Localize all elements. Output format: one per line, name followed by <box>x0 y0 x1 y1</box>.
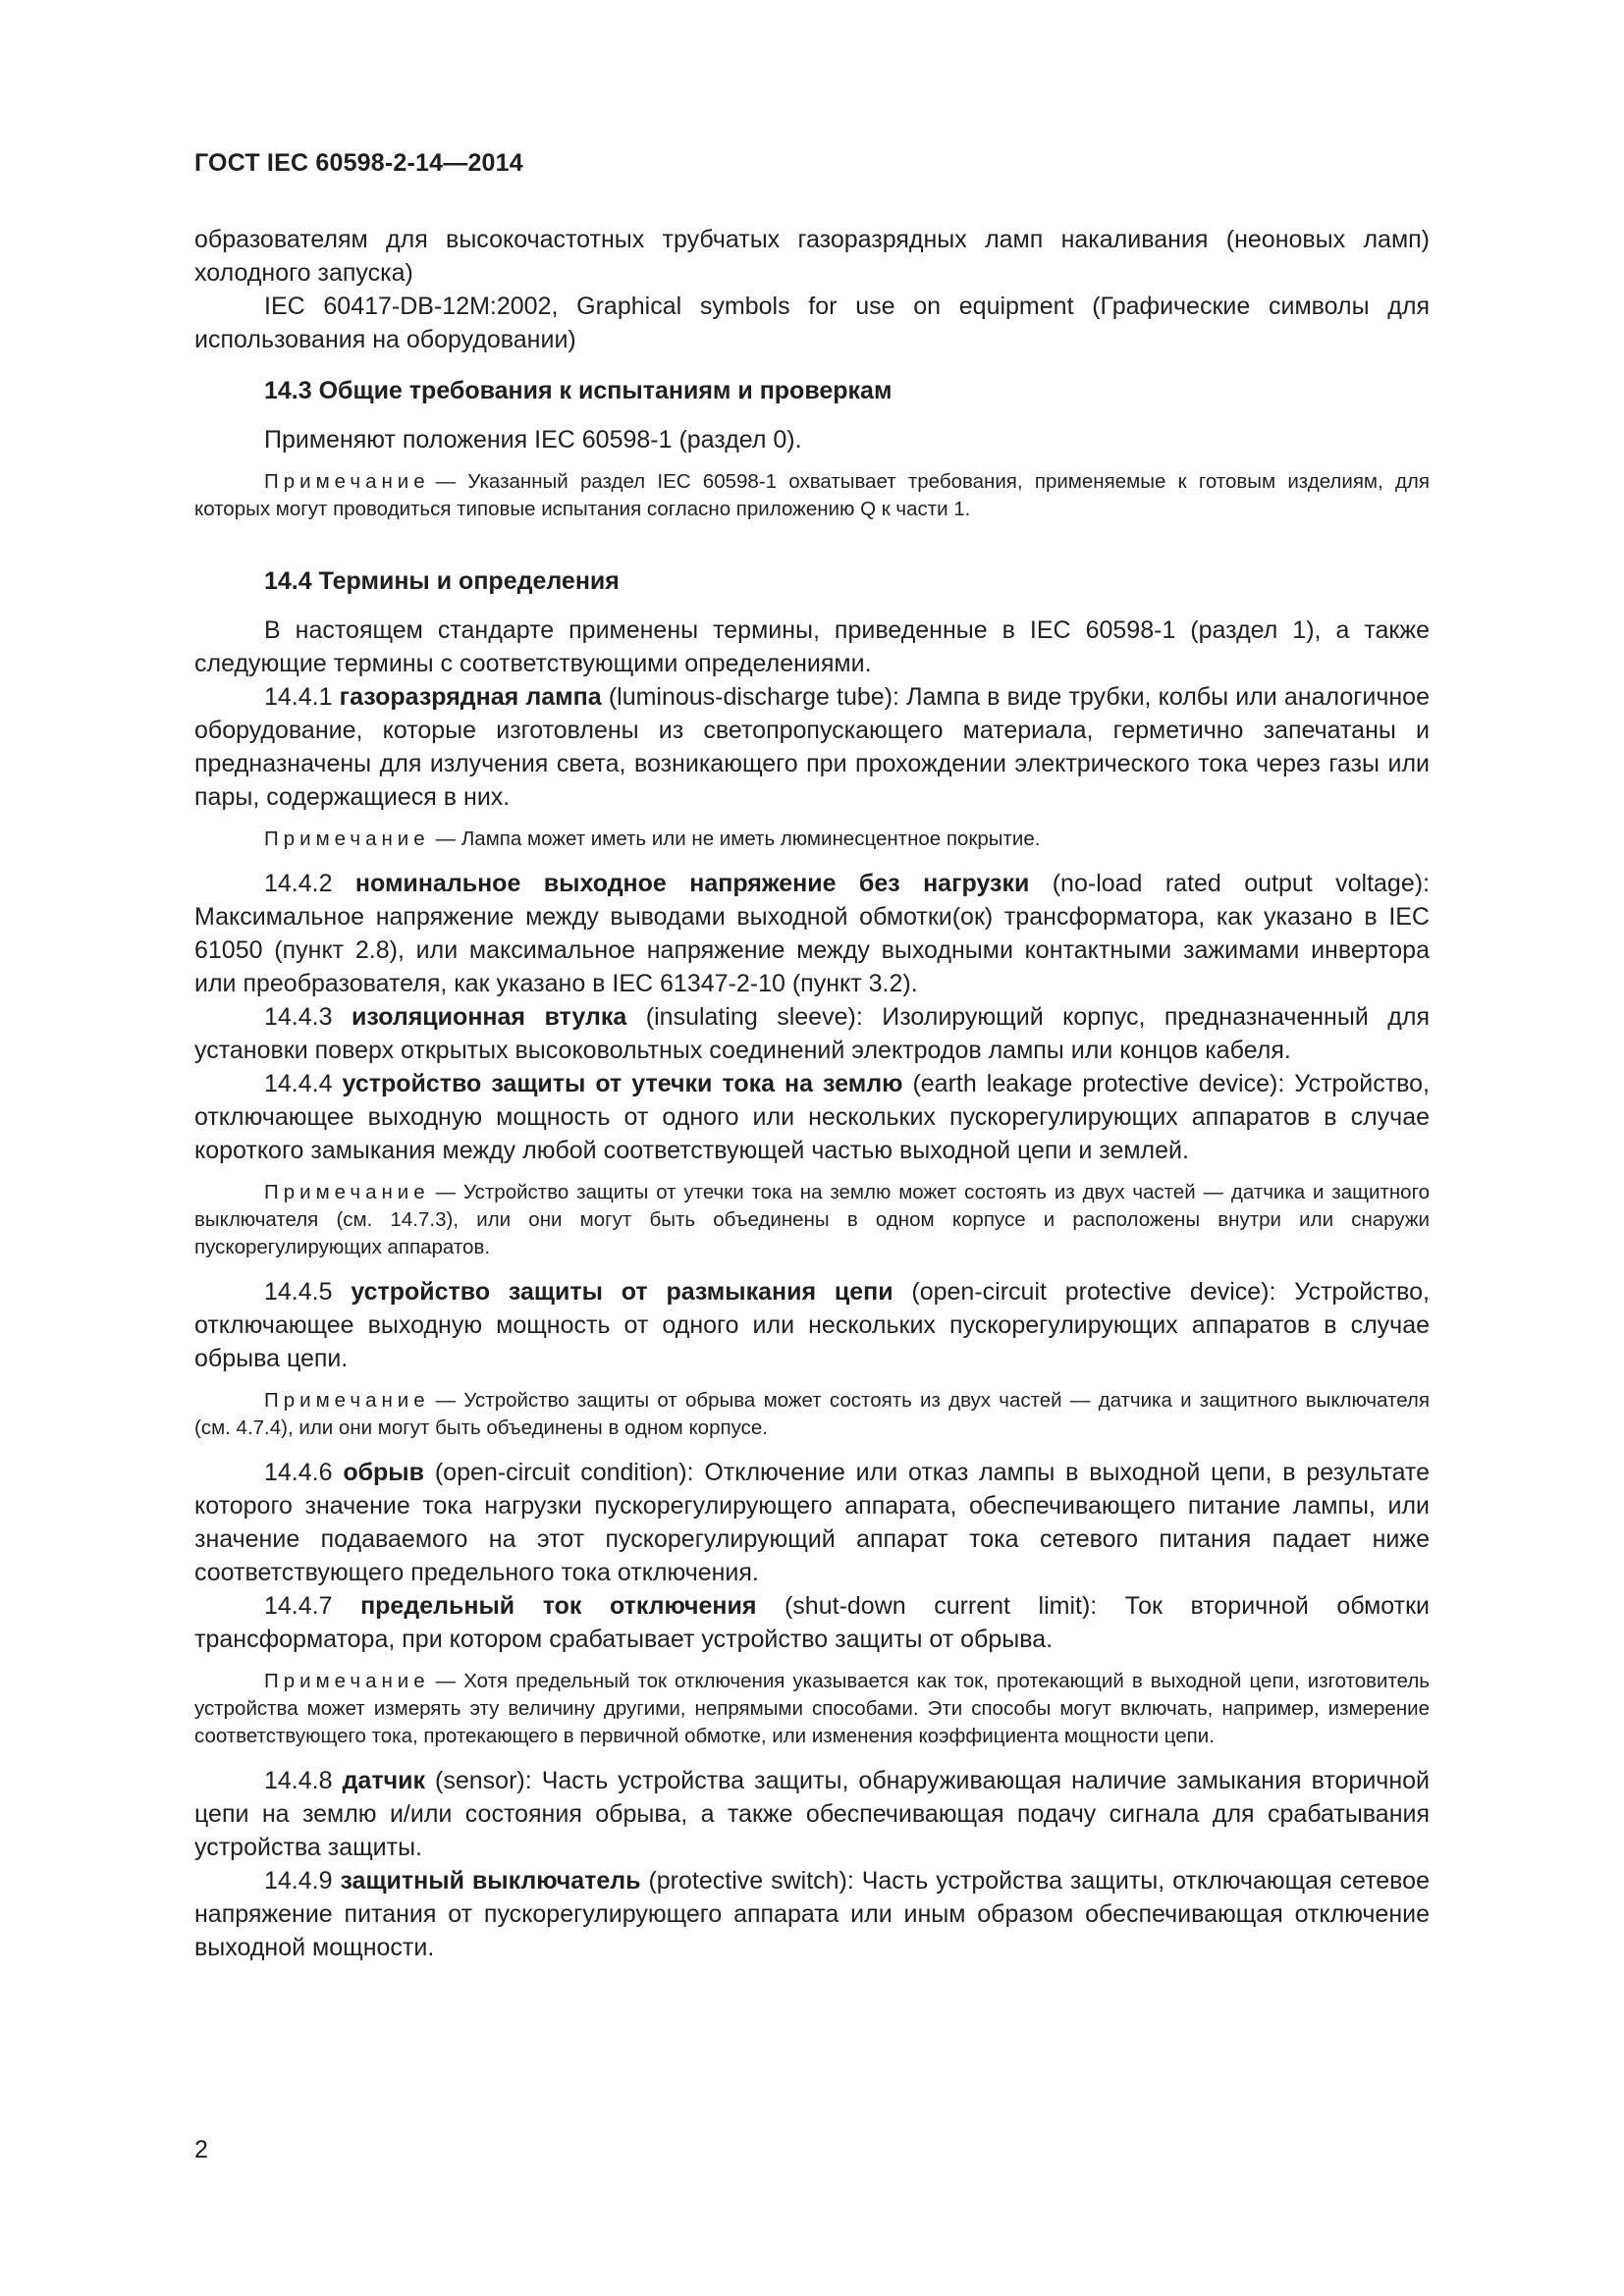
term-name: предельный ток отключения <box>360 1592 757 1620</box>
section-14-3-text: Применяют положения IEC 60598-1 (раздел 0). <box>264 426 802 454</box>
intro-paragraph-1: образователям для высокочастотных трубчатых газоразрядных ламп накаливания (неоновых ламп) холодного запуска) <box>194 226 1430 287</box>
term-name: защитный выключатель <box>340 1867 641 1895</box>
term-name: изоляционная втулка <box>352 1003 627 1031</box>
term-14-4-3: 14.4.3 изоляционная втулка (insulating sleeve): Изолирующий корпус, предназначенный для установки поверх открытых высоковольтных соединений электродов лампы или концов кабеля. <box>194 1003 1431 1064</box>
term-14-4-7: 14.4.7 предельный ток отключения (shut-down current limit): Ток вторичной обмотки трансформатора, при котором срабатывает устройство защиты от обрыва. <box>194 1592 1430 1653</box>
term-14-4-9: 14.4.9 защитный выключатель (protective switch): Часть устройства защиты, отключающая сетевое напряжение питания от пускорегулирующего аппарата или иным образом обеспечивающая отключение выходной мощности. <box>194 1867 1430 1961</box>
term-14-4-8: 14.4.8 датчик (sensor): Часть устройства защиты, обнаруживающая наличие замыкания вторичной цепи на землю и/или состояния обрыва, а также обеспечивающая подачу сигнала для срабатывания устройства защиты. <box>194 1767 1430 1861</box>
term-name: устройство защиты от утечки тока на землю <box>342 1070 903 1097</box>
note-14-3 <box>194 468 1430 523</box>
page-number: 2 <box>194 2136 208 2163</box>
term-14-4-4: 14.4.4 устройство защиты от утечки тока на землю (earth leakage protective device): Устройство, отключающее выходную мощность от одного или нескольких пускорегулирующих аппаратов в случае короткого замыкания между любой соответствующей частью выходной цепи и землей. <box>194 1070 1431 1164</box>
section-14-3-title: 14.3 Общие требования к испытаниям и проверкам <box>264 377 893 404</box>
document-header: ГОСТ IEC 60598-2-14—2014 <box>194 149 523 177</box>
term-name: газоразрядная лампа <box>339 683 602 711</box>
term-14-4-1: 14.4.1 газоразрядная лампа (luminous-discharge tube): Лампа в виде трубки, колбы или аналогичное оборудование, которые изготовлены из светопропускающего материала, герметично запечатаны и предназначены для излучения света, возникающего при прохождении электрического тока через газы или пары, содержащиеся в них. <box>194 683 1430 811</box>
term-14-4-5: 14.4.5 устройство защиты от размыкания цепи (open-circuit protective device): Устройство, отключающее выходную мощность от одного или нескольких пускорегулирующих аппаратов в случае обрыва цепи. <box>194 1278 1430 1372</box>
term-name: обрыв <box>343 1459 425 1486</box>
note-14-4-7: Примечание — Хотя предельный ток отключения указывается как ток, протекающий в выходной цепи, изготовитель устройства может измерять эту величину другими, непрямыми способами. Эти способы могут включать, например, измерение соответствующего тока, протекающего в первичной обмотке, или изменения коэффициента мощности цепи. <box>194 1670 1430 1747</box>
note-14-4-5: Примечание — Устройство защиты от обрыва может состоять из двух частей — датчика и защитного выключателя (см. 4.7.4), или они могут быть объединены в одном корпусе. <box>194 1389 1430 1439</box>
note-text: — Указанный раздел IEC 60598-1 охватывает требования, применяемые к готовым изделиям, для которых могут проводиться типовые испытания согласно приложению Q к части 1. <box>194 470 1430 520</box>
term-14-4-6: 14.4.6 обрыв (open-circuit condition): Отключение или отказ лампы в выходной цепи, в результате которого значение тока нагрузки пускорегулирующего аппарата, обеспечивающего питание лампы, или значение подаваемого на этот пускорегулирующий аппарат тока сетевого питания падает ниже соответствующего предельного тока отключения. <box>194 1459 1431 1586</box>
term-name: датчик <box>342 1767 425 1794</box>
term-14-4-2: 14.4.2 номинальное выходное напряжение без нагрузки (no-load rated output voltage): Максимальное напряжение между выводами выходной обмотки(ок) трансформатора, как указано в IEC 61050 (пункт 2.8), или максимальное напряжение между выходными контактными зажимами инвертора или преобразователя, как указано в IEC 61347-2-10 (пункт 3.2). <box>194 870 1431 997</box>
term-name: устройство защиты от размыкания цепи <box>351 1278 893 1306</box>
note-14-4-1: Примечание — Лампа может иметь или не иметь люминесцентное покрытие. <box>264 828 1041 850</box>
section-14-4-title: 14.4 Термины и определения <box>264 567 620 595</box>
section-14-4-intro: В настоящем стандарте применены термины, приведенные в IEC 60598-1 (раздел 1), а также следующие термины с соответствующими определениями. <box>194 616 1430 677</box>
intro-paragraph-2: IEC 60417-DB-12M:2002, Graphical symbols for use on equipment (Графические символы для использования на оборудовании) <box>194 293 1430 353</box>
note-label: Примечание <box>264 470 430 493</box>
note-14-4-4: Примечание — Устройство защиты от утечки тока на землю может состоять из двух частей — датчика и защитного выключателя (см. 14.7.3), или они могут быть объединены в одном корпусе и расположены внутри или снаружи пускорегулирующих аппаратов. <box>194 1181 1430 1258</box>
term-name: номинальное выходное напряжение без нагрузки <box>354 870 1030 897</box>
